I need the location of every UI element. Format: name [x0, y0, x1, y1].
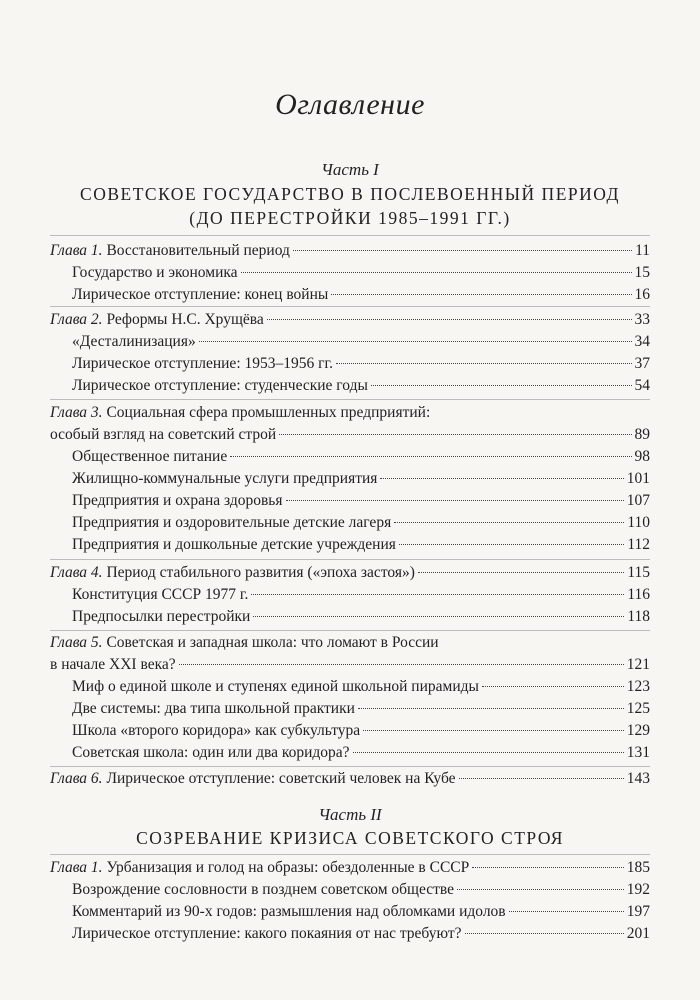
dot-leader [179, 664, 624, 665]
page-number: 98 [634, 448, 650, 465]
dot-leader [472, 867, 624, 868]
part-1-heading-line-1: СОВЕТСКОЕ ГОСУДАРСТВО В ПОСЛЕВОЕННЫЙ ПЕРИОД [80, 184, 620, 204]
divider [50, 235, 650, 236]
section-title: Предприятия и дошкольные детские учреждения [72, 536, 396, 553]
dot-leader [279, 434, 631, 435]
part-2-label: Часть II [318, 805, 382, 824]
page-number: 89 [634, 426, 650, 443]
toc-section-entry[interactable] [72, 446, 650, 468]
chapter-title: Восстановительный период [106, 242, 290, 259]
page-number: 201 [626, 925, 650, 942]
dot-leader [380, 478, 623, 479]
dot-leader [336, 363, 632, 364]
dot-leader [418, 572, 624, 573]
dot-leader [509, 911, 624, 912]
page-number: 11 [635, 242, 650, 259]
dot-leader [253, 616, 624, 617]
section-title: Лирическое отступление: какого покаяния от нас требуют? [72, 925, 462, 942]
chapter-number: Глава 2. [50, 311, 103, 328]
page-number: 16 [634, 286, 650, 303]
toc-section-entry[interactable] [72, 353, 650, 375]
dot-leader [353, 752, 624, 753]
dot-leader [230, 456, 631, 457]
dot-leader [363, 730, 624, 731]
section-title: Лирическое отступление: студенческие годы [72, 377, 368, 394]
toc-section-entry[interactable] [72, 512, 650, 534]
dot-leader [331, 294, 631, 295]
dot-leader [241, 272, 632, 273]
page-number: 118 [627, 608, 650, 625]
page-number: 107 [626, 492, 650, 509]
section-title: Предприятия и оздоровительные детские лагеря [72, 514, 392, 531]
part-2-heading: СОЗРЕВАНИЕ КРИЗИСА СОВЕТСКОГО СТРОЯ [136, 828, 564, 848]
toc-chapter-entry[interactable] [50, 240, 650, 262]
chapter-number: Глава 1. [50, 859, 103, 876]
dot-leader [371, 385, 632, 386]
section-title: Конституция СССР 1977 г. [72, 586, 249, 603]
chapter-title: Социальная сфера промышленных предприятий: [106, 404, 431, 421]
page-number: 15 [634, 264, 650, 281]
chapter-title-continued: особый взгляд на советский строй [50, 426, 277, 443]
page-number: 54 [634, 377, 650, 394]
page-number: 33 [634, 311, 650, 328]
section-title: Государство и экономика [72, 264, 238, 281]
chapter-title-continued: в начале XXI века? [50, 656, 176, 673]
toc-section-entry[interactable] [72, 923, 650, 945]
section-title: «Десталинизация» [72, 333, 196, 350]
dot-leader [394, 522, 624, 523]
dot-leader [482, 686, 624, 687]
chapter-number: Глава 5. [50, 634, 103, 651]
toc-section-entry[interactable] [72, 606, 650, 628]
page-title: Оглавление [275, 88, 425, 121]
divider [50, 306, 650, 307]
toc-section-entry[interactable] [72, 720, 650, 742]
chapter-number: Глава 1. [50, 242, 103, 259]
section-title: Лирическое отступление: конец войны [72, 286, 329, 303]
page-number: 123 [626, 678, 650, 695]
page-number: 197 [626, 903, 650, 920]
chapter-number: Глава 4. [50, 564, 103, 581]
chapter-number: Глава 6. [50, 770, 103, 787]
chapter-number: Глава 3. [50, 404, 103, 421]
page-number: 125 [626, 700, 650, 717]
toc-section-entry[interactable] [72, 375, 650, 397]
section-title: Лирическое отступление: 1953–1956 гг. [72, 355, 333, 372]
divider [50, 854, 650, 855]
dot-leader [267, 319, 632, 320]
toc-section-entry[interactable] [72, 879, 650, 901]
dot-leader [399, 544, 624, 545]
dot-leader [459, 778, 624, 779]
dot-leader [293, 250, 632, 251]
toc-chapter-entry[interactable] [50, 768, 650, 790]
toc-chapter-entry-line-2[interactable] [50, 654, 650, 676]
toc-section-entry[interactable] [72, 490, 650, 512]
chapter-title: Период стабильного развития («эпоха застоя») [106, 564, 415, 581]
page-number: 129 [626, 722, 650, 739]
section-title: Предпосылки перестройки [72, 608, 251, 625]
toc-section-entry[interactable] [72, 262, 650, 284]
page-number: 116 [627, 586, 650, 603]
page-number: 115 [627, 564, 650, 581]
section-title: Советская школа: один или два коридора? [72, 744, 350, 761]
toc-chapter-entry-line-2[interactable] [50, 424, 650, 446]
section-title: Школа «второго коридора» как субкультура [72, 722, 361, 739]
toc-chapter-entry[interactable] [50, 857, 650, 879]
page-number: 131 [626, 744, 650, 761]
toc-section-entry[interactable] [72, 742, 650, 764]
toc-section-entry[interactable] [72, 698, 650, 720]
chapter-title: Реформы Н.С. Хрущёва [106, 311, 264, 328]
dot-leader [199, 341, 632, 342]
divider [50, 630, 650, 631]
toc-section-entry[interactable] [72, 331, 650, 353]
page-number: 37 [634, 355, 650, 372]
dot-leader [358, 708, 624, 709]
toc-chapter-entry-line-1[interactable] [50, 402, 650, 424]
page-number: 101 [626, 470, 650, 487]
toc-chapter-entry[interactable] [50, 562, 650, 584]
section-title: Общественное питание [72, 448, 228, 465]
toc-section-entry[interactable] [72, 584, 650, 606]
page-number: 121 [626, 656, 650, 673]
dot-leader [286, 500, 624, 501]
part-1-heading-line-2: (ДО ПЕРЕСТРОЙКИ 1985–1991 ГГ.) [189, 208, 511, 228]
section-title: Комментарий из 90-х годов: размышления над обломками идолов [72, 903, 506, 920]
chapter-title: Лирическое отступление: советский человек на Кубе [106, 770, 456, 787]
section-title: Возрождение сословности в позднем советском обществе [72, 881, 454, 898]
page-number: 143 [626, 770, 650, 787]
toc-section-entry[interactable] [72, 468, 650, 490]
page-number: 112 [627, 536, 650, 553]
page-number: 192 [626, 881, 650, 898]
chapter-title: Советская и западная школа: что ломают в России [106, 634, 439, 651]
section-title: Предприятия и охрана здоровья [72, 492, 283, 509]
dot-leader [251, 594, 624, 595]
chapter-title: Урбанизация и голод на образы: обездоленные в СССР [106, 859, 470, 876]
section-title: Жилищно-коммунальные услуги предприятия [72, 470, 378, 487]
toc-section-entry[interactable] [72, 284, 650, 306]
page-number: 34 [634, 333, 650, 350]
page-number: 185 [626, 859, 650, 876]
divider [50, 399, 650, 400]
toc-section-entry[interactable] [72, 901, 650, 923]
page-number: 110 [627, 514, 650, 531]
toc-chapter-entry[interactable] [50, 309, 650, 331]
section-title: Две системы: два типа школьной практики [72, 700, 355, 717]
part-1-label: Часть I [321, 160, 379, 179]
toc-chapter-entry-line-1[interactable] [50, 632, 650, 654]
section-title: Миф о единой школе и ступенях единой школьной пирамиды [72, 678, 479, 695]
divider [50, 766, 650, 767]
toc-section-entry[interactable] [72, 676, 650, 698]
dot-leader [465, 933, 624, 934]
divider [50, 559, 650, 560]
toc-section-entry[interactable] [72, 534, 650, 556]
dot-leader [457, 889, 624, 890]
